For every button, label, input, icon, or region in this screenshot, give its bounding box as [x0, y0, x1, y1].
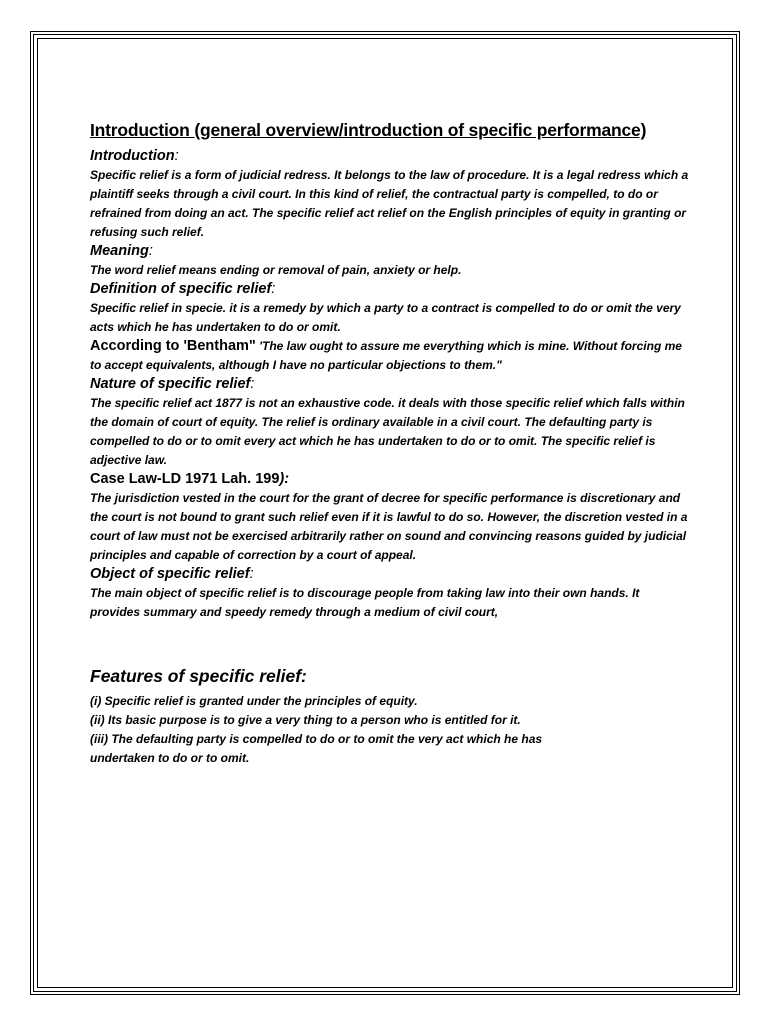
- object-heading: [90, 565, 690, 584]
- case-law-heading: [90, 470, 690, 489]
- case-law-text: The jurisdiction vested in the court for the grant of decree for specific performance is discretionary and the court is not bound to grant such relief even if it is lawful to do so. However, the discretion vested in a court of law must not be exercised arbitrarily rather on sound and convincing reasons guided by judicial principles and capable of correction by a court of appeal.: [90, 491, 688, 562]
- bentham-quote: [90, 337, 690, 375]
- nature-heading: [90, 375, 690, 394]
- document-content: [90, 120, 690, 768]
- definition-heading-colon: :: [271, 281, 276, 297]
- meaning-heading: [90, 242, 690, 261]
- bentham-text: 'The law ought to assure me everything which is mine. Without forcing me to accept equivalents, although I have no particular objections to them.": [90, 339, 682, 372]
- introduction-text: Specific relief is a form of judicial redress. It belongs to the law of procedure. It is a legal redress which a plaintiff seeks through a civil court. In this kind of relief, the contractual party is compelled, to do or refrained from doing an act. The specific relief act relief on the English principles of equity in granting or refusing such relief.: [90, 168, 689, 239]
- meaning-text: The word relief means ending or removal of pain, anxiety or help.: [90, 263, 462, 277]
- definition-heading: [90, 280, 690, 299]
- definition-heading-label: Definition of specific relief: [90, 281, 272, 297]
- bentham-heading: According to 'Bentham": [90, 338, 256, 354]
- nature-text: The specific relief act 1877 is not an exhaustive code. it deals with those specific relief which falls within the domain of court of equity. The relief is ordinary available in a civil court. The defaulting party is compelled to do or to omit every act which he has undertaken to do or to omit. The specific relief is adjective law.: [90, 396, 685, 467]
- meaning-heading-colon: :: [148, 243, 153, 259]
- features-heading: Features of specific relief:: [90, 666, 307, 686]
- meaning-heading-label: Meaning: [90, 243, 149, 259]
- feature-item-1: (i) Specific relief is granted under the principles of equity.: [90, 694, 418, 708]
- case-law-heading-label: Case Law-LD 1971 Lah. 199: [90, 471, 280, 487]
- object-text: The main object of specific relief is to discourage people from taking law into their own hands. It provides summary and speedy remedy through a medium of civil court,: [90, 586, 640, 619]
- introduction-heading-label: Introduction: [90, 148, 175, 164]
- feature-item-3: (iii) The defaulting party is compelled to do or to omit the very act which he has undertaken to do or to omit.: [90, 732, 543, 765]
- introduction-heading-colon: :: [174, 148, 179, 164]
- nature-heading-colon: :: [250, 376, 255, 392]
- case-law-heading-suffix: ):: [279, 471, 290, 487]
- definition-text: Specific relief in specie. it is a remedy by which a party to a contract is compelled to do or omit the very acts which he has undertaken to do or omit.: [90, 301, 681, 334]
- object-heading-colon: :: [249, 566, 254, 582]
- feature-item-2: (ii) Its basic purpose is to give a very thing to a person who is entitled for it.: [90, 713, 521, 727]
- introduction-heading: [90, 147, 690, 166]
- document-title: Introduction (general overview/introduction of specific performance): [90, 120, 647, 140]
- section-spacer: [90, 622, 690, 664]
- object-heading-label: Object of specific relief: [90, 566, 250, 582]
- nature-heading-label: Nature of specific relief: [90, 376, 251, 392]
